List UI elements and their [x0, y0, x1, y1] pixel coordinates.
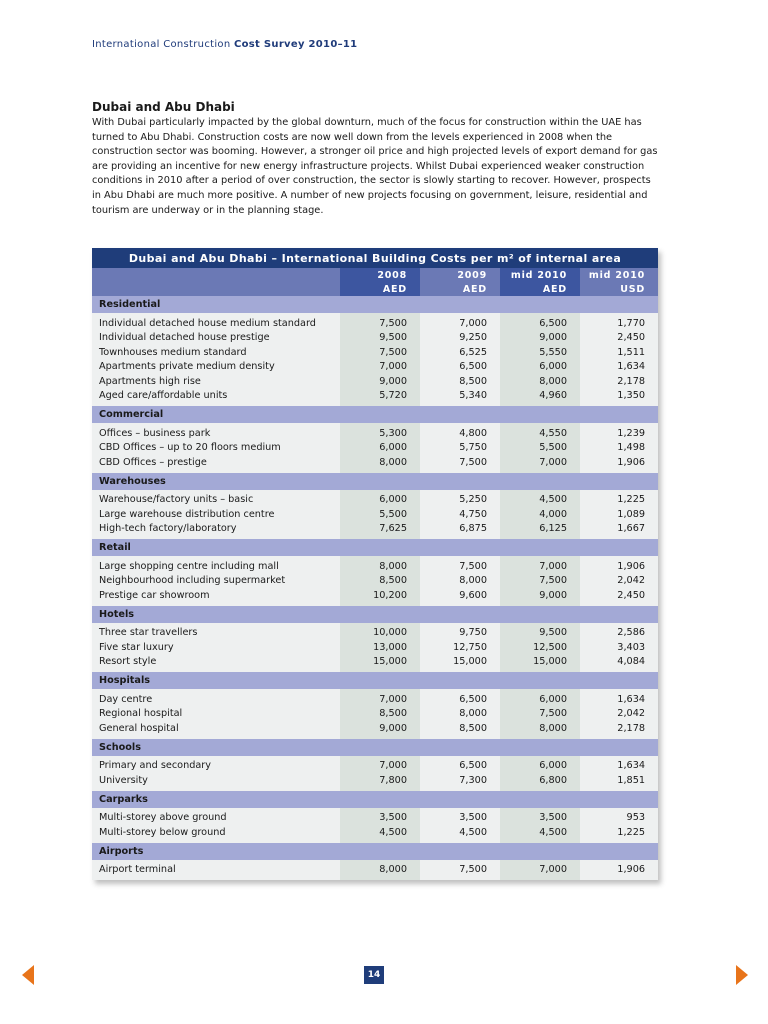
- row-value: 1,350: [580, 389, 658, 407]
- category-spacer: [420, 606, 500, 623]
- row-value: 1,906: [580, 556, 658, 574]
- row-value: 1,667: [580, 522, 658, 540]
- row-label: Warehouse/factory units – basic: [92, 490, 340, 508]
- row-label: Townhouses medium standard: [92, 345, 340, 360]
- category-spacer: [340, 843, 420, 860]
- row-value: 7,500: [340, 313, 420, 331]
- row-value: 1,906: [580, 455, 658, 473]
- row-value: 10,200: [340, 588, 420, 606]
- category-row: [92, 539, 658, 556]
- row-value: 5,250: [420, 490, 500, 508]
- row-value: 4,000: [500, 507, 580, 522]
- category-row: [92, 843, 658, 860]
- row-label: Apartments private medium density: [92, 360, 340, 375]
- row-label: Aged care/affordable units: [92, 389, 340, 407]
- row-value: 6,000: [500, 360, 580, 375]
- row-value: 8,000: [420, 574, 500, 589]
- row-label: CBD Offices – up to 20 floors medium: [92, 441, 340, 456]
- table-row: [92, 655, 658, 673]
- row-value: 8,000: [500, 374, 580, 389]
- cost-table-container: [92, 248, 658, 880]
- column-header-mid2010-usd: mid 2010: [580, 268, 658, 282]
- row-value: 2,450: [580, 331, 658, 346]
- row-value: 8,500: [340, 574, 420, 589]
- category-spacer: [580, 539, 658, 556]
- row-value: 5,500: [340, 507, 420, 522]
- row-value: 1,634: [580, 360, 658, 375]
- row-value: 8,000: [340, 860, 420, 881]
- category-row: [92, 672, 658, 689]
- category-spacer: [420, 539, 500, 556]
- row-value: 9,500: [500, 623, 580, 641]
- row-value: 5,750: [420, 441, 500, 456]
- row-value: 8,000: [340, 556, 420, 574]
- row-value: 9,500: [340, 331, 420, 346]
- category-spacer: [500, 672, 580, 689]
- row-label: High-tech factory/laboratory: [92, 522, 340, 540]
- table-row: [92, 640, 658, 655]
- row-label: Airport terminal: [92, 860, 340, 881]
- row-value: 1,851: [580, 773, 658, 791]
- table-title: Dubai and Abu Dhabi – International Building Costs per m² of internal area: [92, 248, 658, 268]
- row-value: 2,042: [580, 574, 658, 589]
- row-value: 7,500: [500, 707, 580, 722]
- row-label: Five star luxury: [92, 640, 340, 655]
- category-spacer: [580, 473, 658, 490]
- row-value: 7,500: [340, 345, 420, 360]
- row-value: 7,000: [500, 556, 580, 574]
- row-value: 9,000: [500, 588, 580, 606]
- row-value: 6,125: [500, 522, 580, 540]
- row-value: 7,500: [420, 860, 500, 881]
- category-label: Carparks: [92, 791, 340, 808]
- row-value: 1,634: [580, 756, 658, 774]
- category-spacer: [580, 843, 658, 860]
- table-row: [92, 707, 658, 722]
- row-value: 2,586: [580, 623, 658, 641]
- category-spacer: [420, 843, 500, 860]
- table-title-row: [92, 248, 658, 268]
- column-unit-2008: AED: [340, 282, 420, 296]
- row-value: 2,178: [580, 374, 658, 389]
- row-label: Primary and secondary: [92, 756, 340, 774]
- category-spacer: [500, 539, 580, 556]
- column-header-2008: 2008: [340, 268, 420, 282]
- row-value: 7,500: [420, 455, 500, 473]
- category-spacer: [500, 791, 580, 808]
- row-value: 15,000: [420, 655, 500, 673]
- row-value: 13,000: [340, 640, 420, 655]
- table-row: [92, 588, 658, 606]
- category-label: Warehouses: [92, 473, 340, 490]
- table-row: [92, 389, 658, 407]
- row-value: 7,000: [500, 455, 580, 473]
- category-spacer: [500, 473, 580, 490]
- table-row: [92, 860, 658, 881]
- column-unit-mid2010-aed: AED: [500, 282, 580, 296]
- triangle-right-icon[interactable]: [736, 965, 748, 985]
- row-value: 8,000: [420, 707, 500, 722]
- category-row: [92, 406, 658, 423]
- table-row: [92, 773, 658, 791]
- row-value: 7,000: [500, 860, 580, 881]
- row-value: 4,800: [420, 423, 500, 441]
- row-value: 8,000: [340, 455, 420, 473]
- row-value: 7,000: [420, 313, 500, 331]
- row-value: 1,225: [580, 490, 658, 508]
- row-value: 15,000: [500, 655, 580, 673]
- row-value: 1,239: [580, 423, 658, 441]
- row-value: 6,875: [420, 522, 500, 540]
- row-value: 9,000: [340, 721, 420, 739]
- category-label: Hotels: [92, 606, 340, 623]
- category-label: Commercial: [92, 406, 340, 423]
- row-value: 3,500: [420, 808, 500, 826]
- category-spacer: [340, 739, 420, 756]
- row-value: 4,960: [500, 389, 580, 407]
- category-spacer: [340, 606, 420, 623]
- category-spacer: [580, 672, 658, 689]
- table-row: [92, 490, 658, 508]
- row-value: 1,089: [580, 507, 658, 522]
- row-value: 1,225: [580, 825, 658, 843]
- row-value: 6,500: [420, 360, 500, 375]
- column-unit-2009: AED: [420, 282, 500, 296]
- category-spacer: [580, 296, 658, 313]
- category-spacer: [420, 739, 500, 756]
- row-label: Three star travellers: [92, 623, 340, 641]
- table-row: [92, 623, 658, 641]
- row-value: 7,000: [340, 689, 420, 707]
- row-value: 6,525: [420, 345, 500, 360]
- category-spacer: [500, 843, 580, 860]
- category-spacer: [580, 606, 658, 623]
- category-spacer: [500, 606, 580, 623]
- row-value: 15,000: [340, 655, 420, 673]
- table-row: [92, 313, 658, 331]
- row-value: 7,625: [340, 522, 420, 540]
- category-spacer: [340, 406, 420, 423]
- row-value: 1,511: [580, 345, 658, 360]
- triangle-left-icon[interactable]: [22, 965, 34, 985]
- row-value: 1,634: [580, 689, 658, 707]
- row-value: 6,500: [420, 689, 500, 707]
- row-label: Neighbourhood including supermarket: [92, 574, 340, 589]
- row-value: 953: [580, 808, 658, 826]
- table-row: [92, 441, 658, 456]
- table-row: [92, 455, 658, 473]
- row-label: CBD Offices – prestige: [92, 455, 340, 473]
- category-spacer: [500, 406, 580, 423]
- category-row: [92, 473, 658, 490]
- row-value: 4,084: [580, 655, 658, 673]
- row-value: 6,000: [340, 490, 420, 508]
- row-label: Day centre: [92, 689, 340, 707]
- table-row: [92, 756, 658, 774]
- row-value: 5,300: [340, 423, 420, 441]
- row-value: 9,750: [420, 623, 500, 641]
- column-header-row-1: [92, 268, 658, 282]
- row-value: 7,300: [420, 773, 500, 791]
- row-value: 6,000: [340, 441, 420, 456]
- row-value: 8,500: [420, 374, 500, 389]
- row-label: Individual detached house medium standard: [92, 313, 340, 331]
- category-label: Residential: [92, 296, 340, 313]
- row-value: 5,340: [420, 389, 500, 407]
- row-value: 6,800: [500, 773, 580, 791]
- row-value: 4,550: [500, 423, 580, 441]
- row-value: 4,500: [420, 825, 500, 843]
- category-label: Retail: [92, 539, 340, 556]
- row-value: 5,720: [340, 389, 420, 407]
- row-value: 1,498: [580, 441, 658, 456]
- category-spacer: [340, 473, 420, 490]
- row-value: 6,500: [420, 756, 500, 774]
- row-label: General hospital: [92, 721, 340, 739]
- row-value: 2,450: [580, 588, 658, 606]
- category-spacer: [340, 791, 420, 808]
- row-label: Apartments high rise: [92, 374, 340, 389]
- category-spacer: [340, 296, 420, 313]
- row-label: Offices – business park: [92, 423, 340, 441]
- row-label: Resort style: [92, 655, 340, 673]
- row-value: 4,500: [340, 825, 420, 843]
- table-row: [92, 574, 658, 589]
- category-label: Hospitals: [92, 672, 340, 689]
- row-value: 7,500: [420, 556, 500, 574]
- row-label: University: [92, 773, 340, 791]
- table-row: [92, 689, 658, 707]
- row-value: 7,000: [340, 360, 420, 375]
- header-bold: Cost Survey 2010–11: [233, 39, 358, 50]
- table-row: [92, 507, 658, 522]
- row-value: 9,000: [500, 331, 580, 346]
- row-value: 8,000: [500, 721, 580, 739]
- category-spacer: [340, 539, 420, 556]
- column-header-mid2010-aed: mid 2010: [500, 268, 580, 282]
- row-value: 3,403: [580, 640, 658, 655]
- table-row: [92, 423, 658, 441]
- row-value: 8,500: [420, 721, 500, 739]
- row-label: Large shopping centre including mall: [92, 556, 340, 574]
- column-header-blank: [92, 268, 340, 282]
- category-spacer: [500, 739, 580, 756]
- category-row: [92, 739, 658, 756]
- row-value: 7,000: [340, 756, 420, 774]
- row-label: Individual detached house prestige: [92, 331, 340, 346]
- row-label: Prestige car showroom: [92, 588, 340, 606]
- category-spacer: [580, 406, 658, 423]
- row-label: Multi-storey above ground: [92, 808, 340, 826]
- row-value: 8,500: [340, 707, 420, 722]
- header-prefix: International Construction: [92, 39, 231, 50]
- row-value: 7,500: [500, 574, 580, 589]
- category-spacer: [420, 296, 500, 313]
- category-spacer: [580, 791, 658, 808]
- row-value: 3,500: [500, 808, 580, 826]
- category-spacer: [500, 296, 580, 313]
- row-value: 9,600: [420, 588, 500, 606]
- page-number: 14: [364, 966, 384, 984]
- cost-table: [92, 248, 658, 880]
- table-row: [92, 374, 658, 389]
- row-value: 2,042: [580, 707, 658, 722]
- category-spacer: [420, 406, 500, 423]
- table-row: [92, 808, 658, 826]
- table-row: [92, 556, 658, 574]
- table-row: [92, 331, 658, 346]
- row-value: 5,550: [500, 345, 580, 360]
- row-value: 1,906: [580, 860, 658, 881]
- category-label: Schools: [92, 739, 340, 756]
- intro-paragraph: With Dubai particularly impacted by the global downturn, much of the focus for construction within the UAE has turned to Abu Dhabi. Construction costs are now well down from the levels experienced in 2008 when the construction sector was booming. However, a stronger oil price and high projected levels of export demand for gas are providing an incentive for new energy infrastructure projects. Whilst Dubai experienced weaker construction conditions in 2010 after a period of over construction, the sector is slowly starting to recover. However, prospects in Abu Dhabi are much more positive. A number of new projects focusing on government, leisure, residential and tourism are underway or in the planning stage.: [92, 117, 658, 216]
- row-value: 4,500: [500, 825, 580, 843]
- row-value: 1,770: [580, 313, 658, 331]
- row-value: 12,500: [500, 640, 580, 655]
- category-row: [92, 296, 658, 313]
- row-value: 7,800: [340, 773, 420, 791]
- row-value: 9,250: [420, 331, 500, 346]
- row-value: 3,500: [340, 808, 420, 826]
- category-spacer: [420, 473, 500, 490]
- row-value: 9,000: [340, 374, 420, 389]
- row-value: 10,000: [340, 623, 420, 641]
- table-row: [92, 825, 658, 843]
- category-spacer: [340, 672, 420, 689]
- row-value: 12,750: [420, 640, 500, 655]
- column-header-row-2: [92, 282, 658, 296]
- row-value: 4,500: [500, 490, 580, 508]
- row-value: 2,178: [580, 721, 658, 739]
- row-label: Large warehouse distribution centre: [92, 507, 340, 522]
- category-spacer: [420, 672, 500, 689]
- category-label: Airports: [92, 843, 340, 860]
- row-value: 4,750: [420, 507, 500, 522]
- table-row: [92, 360, 658, 375]
- table-row: [92, 345, 658, 360]
- category-row: [92, 791, 658, 808]
- row-label: Regional hospital: [92, 707, 340, 722]
- column-unit-mid2010-usd: USD: [580, 282, 658, 296]
- row-value: 6,000: [500, 756, 580, 774]
- table-row: [92, 522, 658, 540]
- category-row: [92, 606, 658, 623]
- row-value: 6,500: [500, 313, 580, 331]
- column-header-2009: 2009: [420, 268, 500, 282]
- category-spacer: [420, 791, 500, 808]
- section-title: Dubai and Abu Dhabi: [92, 100, 235, 114]
- row-value: 6,000: [500, 689, 580, 707]
- running-header: [92, 39, 357, 50]
- category-spacer: [580, 739, 658, 756]
- table-row: [92, 721, 658, 739]
- column-header-blank: [92, 282, 340, 296]
- row-value: 5,500: [500, 441, 580, 456]
- row-label: Multi-storey below ground: [92, 825, 340, 843]
